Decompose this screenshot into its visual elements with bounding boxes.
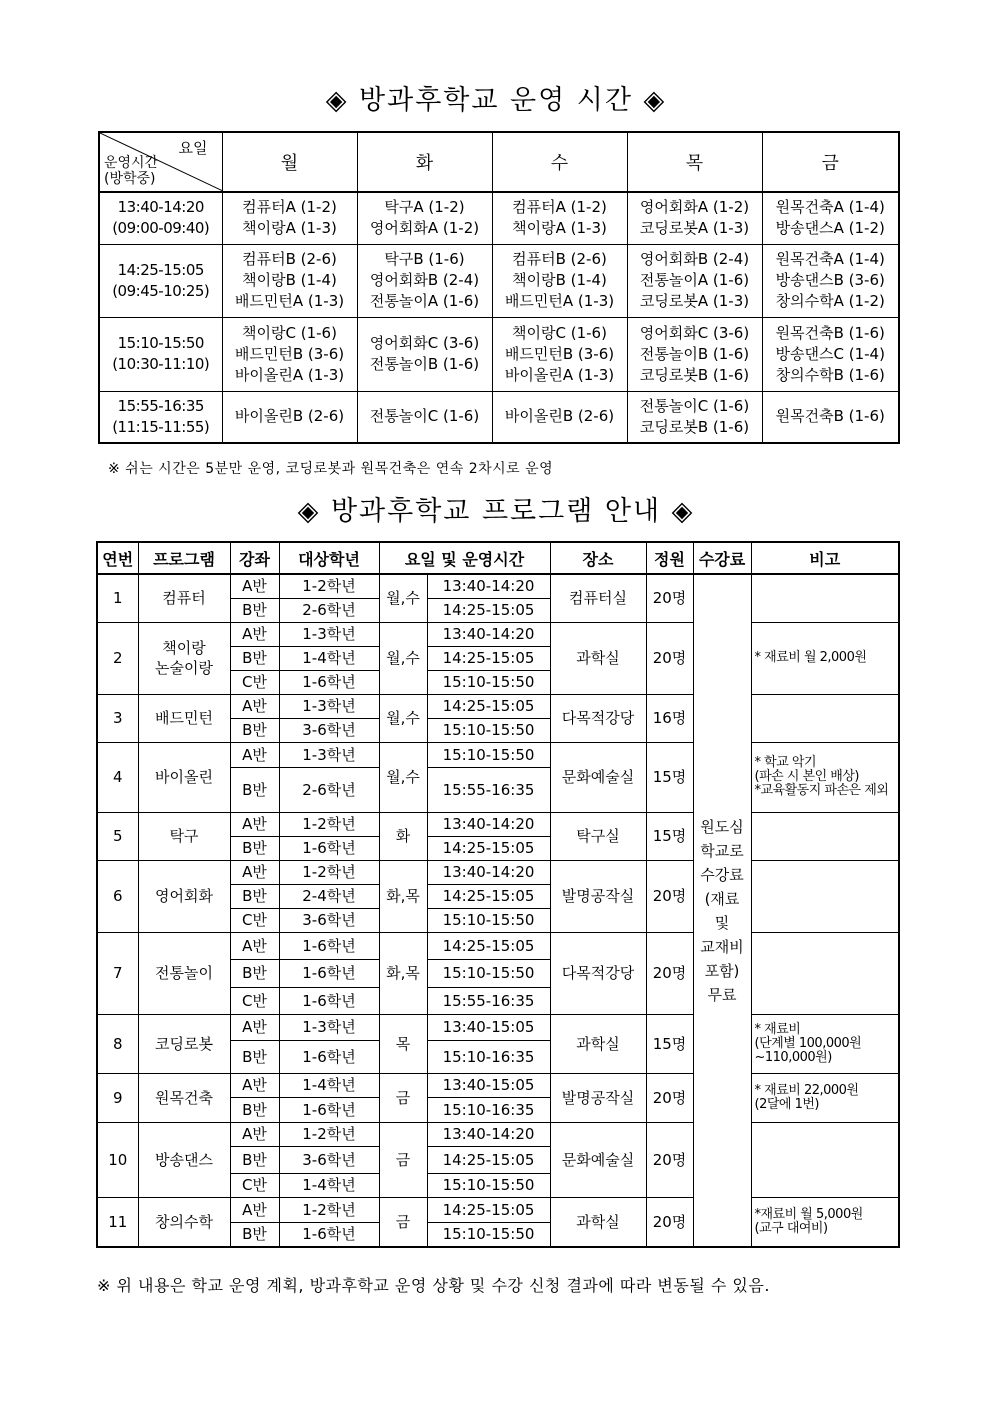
program-remark	[751, 1014, 899, 1073]
text-line: 영어회화B (2-4)	[639, 250, 750, 268]
class-label: B반	[230, 767, 279, 812]
program-no: 5	[97, 812, 138, 860]
text-line: (재료	[704, 889, 740, 908]
program-capacity: 15명	[646, 742, 693, 812]
schedule-class-cell	[492, 391, 627, 443]
text-line: 코딩로봇B (1-6)	[639, 365, 750, 384]
class-grade: 1-3학년	[279, 1014, 379, 1040]
class-grade: 1-3학년	[279, 622, 379, 646]
class-grade: 1-6학년	[279, 1097, 379, 1122]
class-time: 15:10-15:50	[427, 718, 550, 742]
program-capacity: 20명	[646, 1197, 693, 1247]
program-name	[138, 1073, 230, 1122]
text-line: 전통놀이B (1-6)	[369, 355, 480, 373]
text-line: * 재료비	[754, 1021, 801, 1037]
text-line: 바이올린	[155, 768, 213, 786]
schedule-time-cell	[99, 317, 222, 391]
text-line: 컴퓨터B (2-6)	[512, 250, 607, 268]
schedule-row	[99, 244, 899, 317]
class-grade: 1-2학년	[279, 574, 379, 598]
class-grade: 1-6학년	[279, 1040, 379, 1073]
text-line: 배드민턴	[155, 709, 213, 727]
program-capacity: 16명	[646, 694, 693, 742]
program-capacity: 15명	[646, 812, 693, 860]
program-remark	[751, 812, 899, 860]
text-line: * 학교 악기	[754, 755, 816, 770]
text-line: 전통놀이A (1-6)	[639, 271, 750, 289]
schedule-time-cell	[99, 391, 222, 443]
program-place: 탁구실	[550, 812, 646, 860]
program-no: 2	[97, 622, 138, 694]
class-time: 13:40-14:20	[427, 812, 550, 836]
header-capacity: 정원	[646, 542, 693, 574]
text-line: 원목건축	[155, 1088, 213, 1107]
text-line: 컴퓨터	[162, 589, 206, 608]
schedule-row	[99, 192, 899, 244]
class-label: B반	[230, 646, 279, 670]
schedule-row	[99, 317, 899, 391]
program-days: 금	[379, 1122, 427, 1197]
class-grade: 1-6학년	[279, 836, 379, 860]
text-line: 원목건축B (1-6)	[775, 323, 885, 342]
text-line: 전통놀이A (1-6)	[369, 292, 480, 310]
class-label: B반	[230, 598, 279, 622]
program-place: 문화예술실	[550, 742, 646, 812]
schedule-class-cell	[492, 192, 627, 244]
program-no: 1	[97, 574, 138, 622]
program-row	[97, 742, 899, 767]
program-remark	[751, 860, 899, 932]
schedule-class-cell	[762, 317, 899, 391]
program-place: 컴퓨터실	[550, 574, 646, 622]
schedule-class-cell	[627, 317, 762, 391]
program-remark	[751, 932, 899, 1014]
header-fee: 수강료	[693, 542, 751, 574]
class-grade: 1-4학년	[279, 646, 379, 670]
text-line: 원목건축B (1-6)	[775, 407, 885, 426]
program-capacity: 20명	[646, 622, 693, 694]
program-capacity: 20명	[646, 860, 693, 932]
program-days: 월,수	[379, 574, 427, 622]
class-time: 13:40-14:20	[427, 1122, 550, 1146]
text-line: (교구 대여비)	[754, 1220, 828, 1236]
text-line: * 재료비 22,000원	[754, 1082, 859, 1098]
schedule-class-cell	[627, 244, 762, 317]
text-line: 책이랑C (1-6)	[512, 323, 607, 342]
program-row	[97, 860, 899, 884]
program-name	[138, 742, 230, 812]
schedule-time-cell	[99, 244, 222, 317]
program-remark	[751, 1197, 899, 1247]
program-place: 과학실	[550, 1014, 646, 1073]
text-line: 배드민턴B (3-6)	[504, 344, 615, 363]
text-line: 학교로	[700, 841, 744, 860]
class-label: A반	[230, 574, 279, 598]
program-place: 과학실	[550, 1197, 646, 1247]
program-title: ◈ 방과후학교 프로그램 안내 ◈	[297, 496, 695, 527]
class-label: B반	[230, 884, 279, 908]
class-label: A반	[230, 694, 279, 718]
program-place: 발명공작실	[550, 860, 646, 932]
class-time: 15:55-16:35	[427, 987, 550, 1014]
program-no: 6	[97, 860, 138, 932]
class-grade: 1-3학년	[279, 694, 379, 718]
text-line: 14:25-15:05	[117, 260, 204, 279]
class-time: 15:55-16:35	[427, 767, 550, 812]
text-line: 창의수학	[155, 1212, 213, 1231]
program-row	[97, 1014, 899, 1040]
program-name	[138, 1122, 230, 1197]
class-time: 14:25-15:05	[427, 1146, 550, 1173]
program-row	[97, 932, 899, 959]
schedule-class-cell	[222, 317, 357, 391]
program-row	[97, 1073, 899, 1097]
class-label: B반	[230, 1097, 279, 1122]
text-line: 영어회화B (2-4)	[369, 271, 480, 289]
schedule-class-cell	[627, 192, 762, 244]
class-label: A반	[230, 1197, 279, 1222]
class-grade: 1-2학년	[279, 1122, 379, 1146]
text-line: (파손 시 본인 배상)	[754, 769, 859, 784]
class-time: 14:25-15:05	[427, 884, 550, 908]
class-grade: 1-2학년	[279, 1197, 379, 1222]
program-row	[97, 694, 899, 718]
class-time: 15:10-15:50	[427, 1173, 550, 1197]
class-grade: 1-4학년	[279, 1073, 379, 1097]
text-line: 15:10-15:50	[117, 334, 204, 352]
program-table	[96, 541, 900, 1248]
day-header-mon: 월	[222, 132, 357, 192]
program-days: 금	[379, 1197, 427, 1247]
class-label: C반	[230, 1173, 279, 1197]
program-name	[138, 622, 230, 694]
text-line: 컴퓨터B (2-6)	[242, 250, 337, 268]
class-time: 13:40-15:05	[427, 1014, 550, 1040]
text-line: *교육활동지 파손은 제외	[754, 783, 889, 798]
program-remark	[751, 694, 899, 742]
day-header-fri: 금	[762, 132, 899, 192]
class-label: A반	[230, 1122, 279, 1146]
text-line: 영어회화C (3-6)	[369, 334, 480, 352]
schedule-class-cell	[357, 192, 492, 244]
schedule-table	[98, 131, 900, 444]
program-row	[97, 622, 899, 646]
program-name	[138, 860, 230, 932]
text-line: 배드민턴A (1-3)	[504, 292, 615, 310]
schedule-class-cell	[762, 192, 899, 244]
class-label: B반	[230, 959, 279, 987]
class-time: 15:10-16:35	[427, 1040, 550, 1073]
class-grade: 3-6학년	[279, 1146, 379, 1173]
text-line: (단계별 100,000원	[754, 1035, 862, 1051]
program-name	[138, 1197, 230, 1247]
text-line: 원목건축A (1-4)	[775, 250, 885, 268]
schedule-class-cell	[222, 192, 357, 244]
class-label: A반	[230, 812, 279, 836]
text-line: 탁구A (1-2)	[384, 198, 465, 217]
class-time: 15:10-15:50	[427, 670, 550, 694]
text-line: 코딩로봇B (1-6)	[639, 417, 750, 436]
text-line: 책이랑	[162, 639, 206, 657]
class-label: B반	[230, 718, 279, 742]
text-line: 창의수학B (1-6)	[775, 365, 885, 384]
class-label: C반	[230, 987, 279, 1014]
text-line: 컴퓨터A (1-2)	[242, 198, 337, 217]
class-grade: 1-6학년	[279, 670, 379, 694]
class-time: 15:10-15:50	[427, 959, 550, 987]
program-row	[97, 812, 899, 836]
program-capacity: 20명	[646, 574, 693, 622]
schedule-class-cell	[357, 391, 492, 443]
program-remark	[751, 742, 899, 812]
program-remark	[751, 1122, 899, 1197]
text-line: 수강료	[700, 865, 744, 884]
text-line: (2달에 1번)	[754, 1096, 819, 1112]
schedule-time-cell	[99, 192, 222, 244]
text-line: 및	[714, 913, 730, 932]
program-place: 발명공작실	[550, 1073, 646, 1122]
day-header-wed: 수	[492, 132, 627, 192]
schedule-class-cell	[492, 317, 627, 391]
text-line: (09:00-09:40)	[112, 219, 210, 238]
program-remark	[751, 574, 899, 622]
day-header-tue: 화	[357, 132, 492, 192]
text-line: 전통놀이B (1-6)	[639, 344, 750, 363]
class-grade: 3-6학년	[279, 718, 379, 742]
schedule-class-cell	[762, 244, 899, 317]
program-no: 8	[97, 1014, 138, 1073]
header-remark: 비고	[751, 542, 899, 574]
class-label: A반	[230, 860, 279, 884]
class-grade: 1-6학년	[279, 987, 379, 1014]
text-line: 바이올린B (2-6)	[504, 407, 615, 426]
text-line: 코딩로봇A (1-3)	[639, 219, 750, 238]
class-grade: 1-4학년	[279, 1173, 379, 1197]
schedule-class-cell	[357, 244, 492, 317]
program-days: 월,수	[379, 622, 427, 694]
class-time: 14:25-15:05	[427, 694, 550, 718]
class-time: 14:25-15:05	[427, 598, 550, 622]
text-line: 방송댄스A (1-2)	[775, 219, 885, 238]
class-grade: 1-2학년	[279, 812, 379, 836]
schedule-class-cell	[492, 244, 627, 317]
program-no: 10	[97, 1122, 138, 1197]
header-day-time: 요일 및 운영시간	[379, 542, 550, 574]
text-line: 바이올린A (1-3)	[504, 365, 615, 384]
class-grade: 2-6학년	[279, 767, 379, 812]
text-line: 창의수학A (1-2)	[775, 292, 885, 310]
class-time: 13:40-14:20	[427, 622, 550, 646]
program-body	[97, 574, 899, 1247]
program-remark	[751, 622, 899, 694]
program-capacity: 15명	[646, 1014, 693, 1073]
class-time: 13:40-15:05	[427, 1073, 550, 1097]
text-line: 13:40-14:20	[117, 198, 204, 217]
text-line: 영어회화A (1-2)	[639, 198, 750, 217]
schedule-class-cell	[222, 391, 357, 443]
text-line: 책이랑A (1-3)	[512, 219, 607, 238]
text-line: 바이올린A (1-3)	[234, 365, 345, 384]
program-capacity: 20명	[646, 1122, 693, 1197]
program-place: 다목적강당	[550, 932, 646, 1014]
header-program: 프로그램	[138, 542, 230, 574]
class-time: 15:10-15:50	[427, 1222, 550, 1247]
schedule-corner-cell	[99, 132, 222, 192]
class-time: 15:10-16:35	[427, 1097, 550, 1122]
program-days: 월,수	[379, 742, 427, 812]
text-line: 탁구	[169, 827, 199, 845]
class-grade: 2-6학년	[279, 598, 379, 622]
class-grade: 1-6학년	[279, 932, 379, 959]
header-no: 연번	[97, 542, 138, 574]
class-time: 14:25-15:05	[427, 932, 550, 959]
class-time: 14:25-15:05	[427, 646, 550, 670]
class-label: B반	[230, 1222, 279, 1247]
text-line: 논술이랑	[155, 659, 213, 677]
class-time: 13:40-14:20	[427, 860, 550, 884]
text-line: 영어회화C (3-6)	[639, 323, 750, 342]
program-capacity: 20명	[646, 1073, 693, 1122]
class-time: 15:10-15:50	[427, 908, 550, 932]
program-capacity: 20명	[646, 932, 693, 1014]
class-label: A반	[230, 622, 279, 646]
class-label: B반	[230, 836, 279, 860]
text-line: 바이올린B (2-6)	[234, 407, 345, 426]
text-line: 교재비	[700, 937, 744, 956]
program-no: 3	[97, 694, 138, 742]
class-time: 15:10-15:50	[427, 742, 550, 767]
class-label: C반	[230, 908, 279, 932]
text-line: 책이랑B (1-4)	[512, 271, 607, 289]
text-line: 책이랑A (1-3)	[242, 219, 337, 238]
header-place: 장소	[550, 542, 646, 574]
class-grade: 1-3학년	[279, 742, 379, 767]
schedule-class-cell	[357, 317, 492, 391]
text-line: 원목건축A (1-4)	[775, 198, 885, 217]
text-line: 책이랑C (1-6)	[242, 323, 337, 342]
class-label: B반	[230, 1040, 279, 1073]
program-remark	[751, 1073, 899, 1122]
text-line: 영어회화A (1-2)	[369, 219, 480, 238]
class-grade: 1-6학년	[279, 959, 379, 987]
program-days: 금	[379, 1073, 427, 1122]
text-line: 무료	[707, 985, 737, 1004]
text-line: 책이랑B (1-4)	[242, 271, 337, 289]
program-row	[97, 574, 899, 598]
text-line: *재료비 월 5,000원	[754, 1206, 863, 1222]
class-time: 13:40-14:20	[427, 574, 550, 598]
text-line: (10:30-11:10)	[112, 355, 210, 373]
class-label: A반	[230, 1073, 279, 1097]
text-line: 15:55-16:35	[117, 396, 204, 415]
schedule-row	[99, 391, 899, 443]
header-grade: 대상학년	[279, 542, 379, 574]
text-line: (09:45-10:25)	[112, 281, 210, 300]
schedule-class-cell	[627, 391, 762, 443]
schedule-class-cell	[222, 244, 357, 317]
text-line: 배드민턴B (3-6)	[234, 344, 345, 363]
text-line: 방송댄스B (3-6)	[775, 271, 885, 289]
corner-time-label: 운영시간 (방학중)	[104, 155, 159, 187]
text-line: 포함)	[704, 961, 740, 980]
program-days: 화,목	[379, 932, 427, 1014]
program-no: 9	[97, 1073, 138, 1122]
program-days: 화	[379, 812, 427, 860]
text-line: 전통놀이	[155, 964, 213, 982]
class-label: A반	[230, 1014, 279, 1040]
class-grade: 1-2학년	[279, 860, 379, 884]
text-line: 컴퓨터A (1-2)	[512, 198, 607, 217]
class-time: 14:25-15:05	[427, 1197, 550, 1222]
text-line: (11:15-11:55)	[112, 417, 210, 436]
class-label: A반	[230, 742, 279, 767]
text-line: * 재료비 월 2,000원	[754, 650, 867, 665]
program-name	[138, 1014, 230, 1073]
fee-cell	[693, 574, 751, 1247]
program-name	[138, 694, 230, 742]
schedule-note: ※ 쉬는 시간은 5분만 운영, 코딩로봇과 원목건축은 연속 2차시로 운영	[108, 461, 554, 477]
program-place: 과학실	[550, 622, 646, 694]
program-no: 4	[97, 742, 138, 812]
program-row	[97, 1122, 899, 1146]
program-name	[138, 812, 230, 860]
text-line: 원도심	[700, 817, 744, 836]
corner-day-label: 요일	[178, 139, 208, 157]
schedule-title: ◈ 방과후학교 운영 시간 ◈	[325, 85, 667, 116]
text-line: 배드민턴A (1-3)	[234, 292, 345, 310]
text-line: 방송댄스C (1-4)	[775, 344, 885, 363]
text-line: 탁구B (1-6)	[384, 250, 465, 268]
program-no: 7	[97, 932, 138, 1014]
class-label: A반	[230, 932, 279, 959]
day-header-thu: 목	[627, 132, 762, 192]
text-line: 코딩로봇A (1-3)	[639, 292, 750, 310]
class-grade: 1-6학년	[279, 1222, 379, 1247]
program-place: 문화예술실	[550, 1122, 646, 1197]
text-line: 전통놀이C (1-6)	[639, 396, 750, 415]
text-line: ~110,000원)	[754, 1049, 832, 1065]
footer-note: ※ 위 내용은 학교 운영 계획, 방과후학교 운영 상황 및 수강 신청 결과에 따라 변동될 수 있음.	[97, 1276, 770, 1295]
program-days: 월,수	[379, 694, 427, 742]
program-row	[97, 1197, 899, 1222]
text-line: 영어회화	[155, 887, 213, 905]
schedule-class-cell	[762, 391, 899, 443]
class-label: C반	[230, 670, 279, 694]
text-line: 전통놀이C (1-6)	[369, 407, 480, 426]
program-days: 목	[379, 1014, 427, 1073]
schedule-body	[99, 192, 899, 443]
class-grade: 2-4학년	[279, 884, 379, 908]
program-name	[138, 932, 230, 1014]
header-class: 강좌	[230, 542, 279, 574]
text-line: 코딩로봇	[155, 1034, 213, 1053]
text-line: 방송댄스	[155, 1150, 213, 1169]
program-place: 다목적강당	[550, 694, 646, 742]
class-grade: 3-6학년	[279, 908, 379, 932]
program-no: 11	[97, 1197, 138, 1247]
program-name	[138, 574, 230, 622]
program-days: 화,목	[379, 860, 427, 932]
class-time: 14:25-15:05	[427, 836, 550, 860]
class-label: B반	[230, 1146, 279, 1173]
